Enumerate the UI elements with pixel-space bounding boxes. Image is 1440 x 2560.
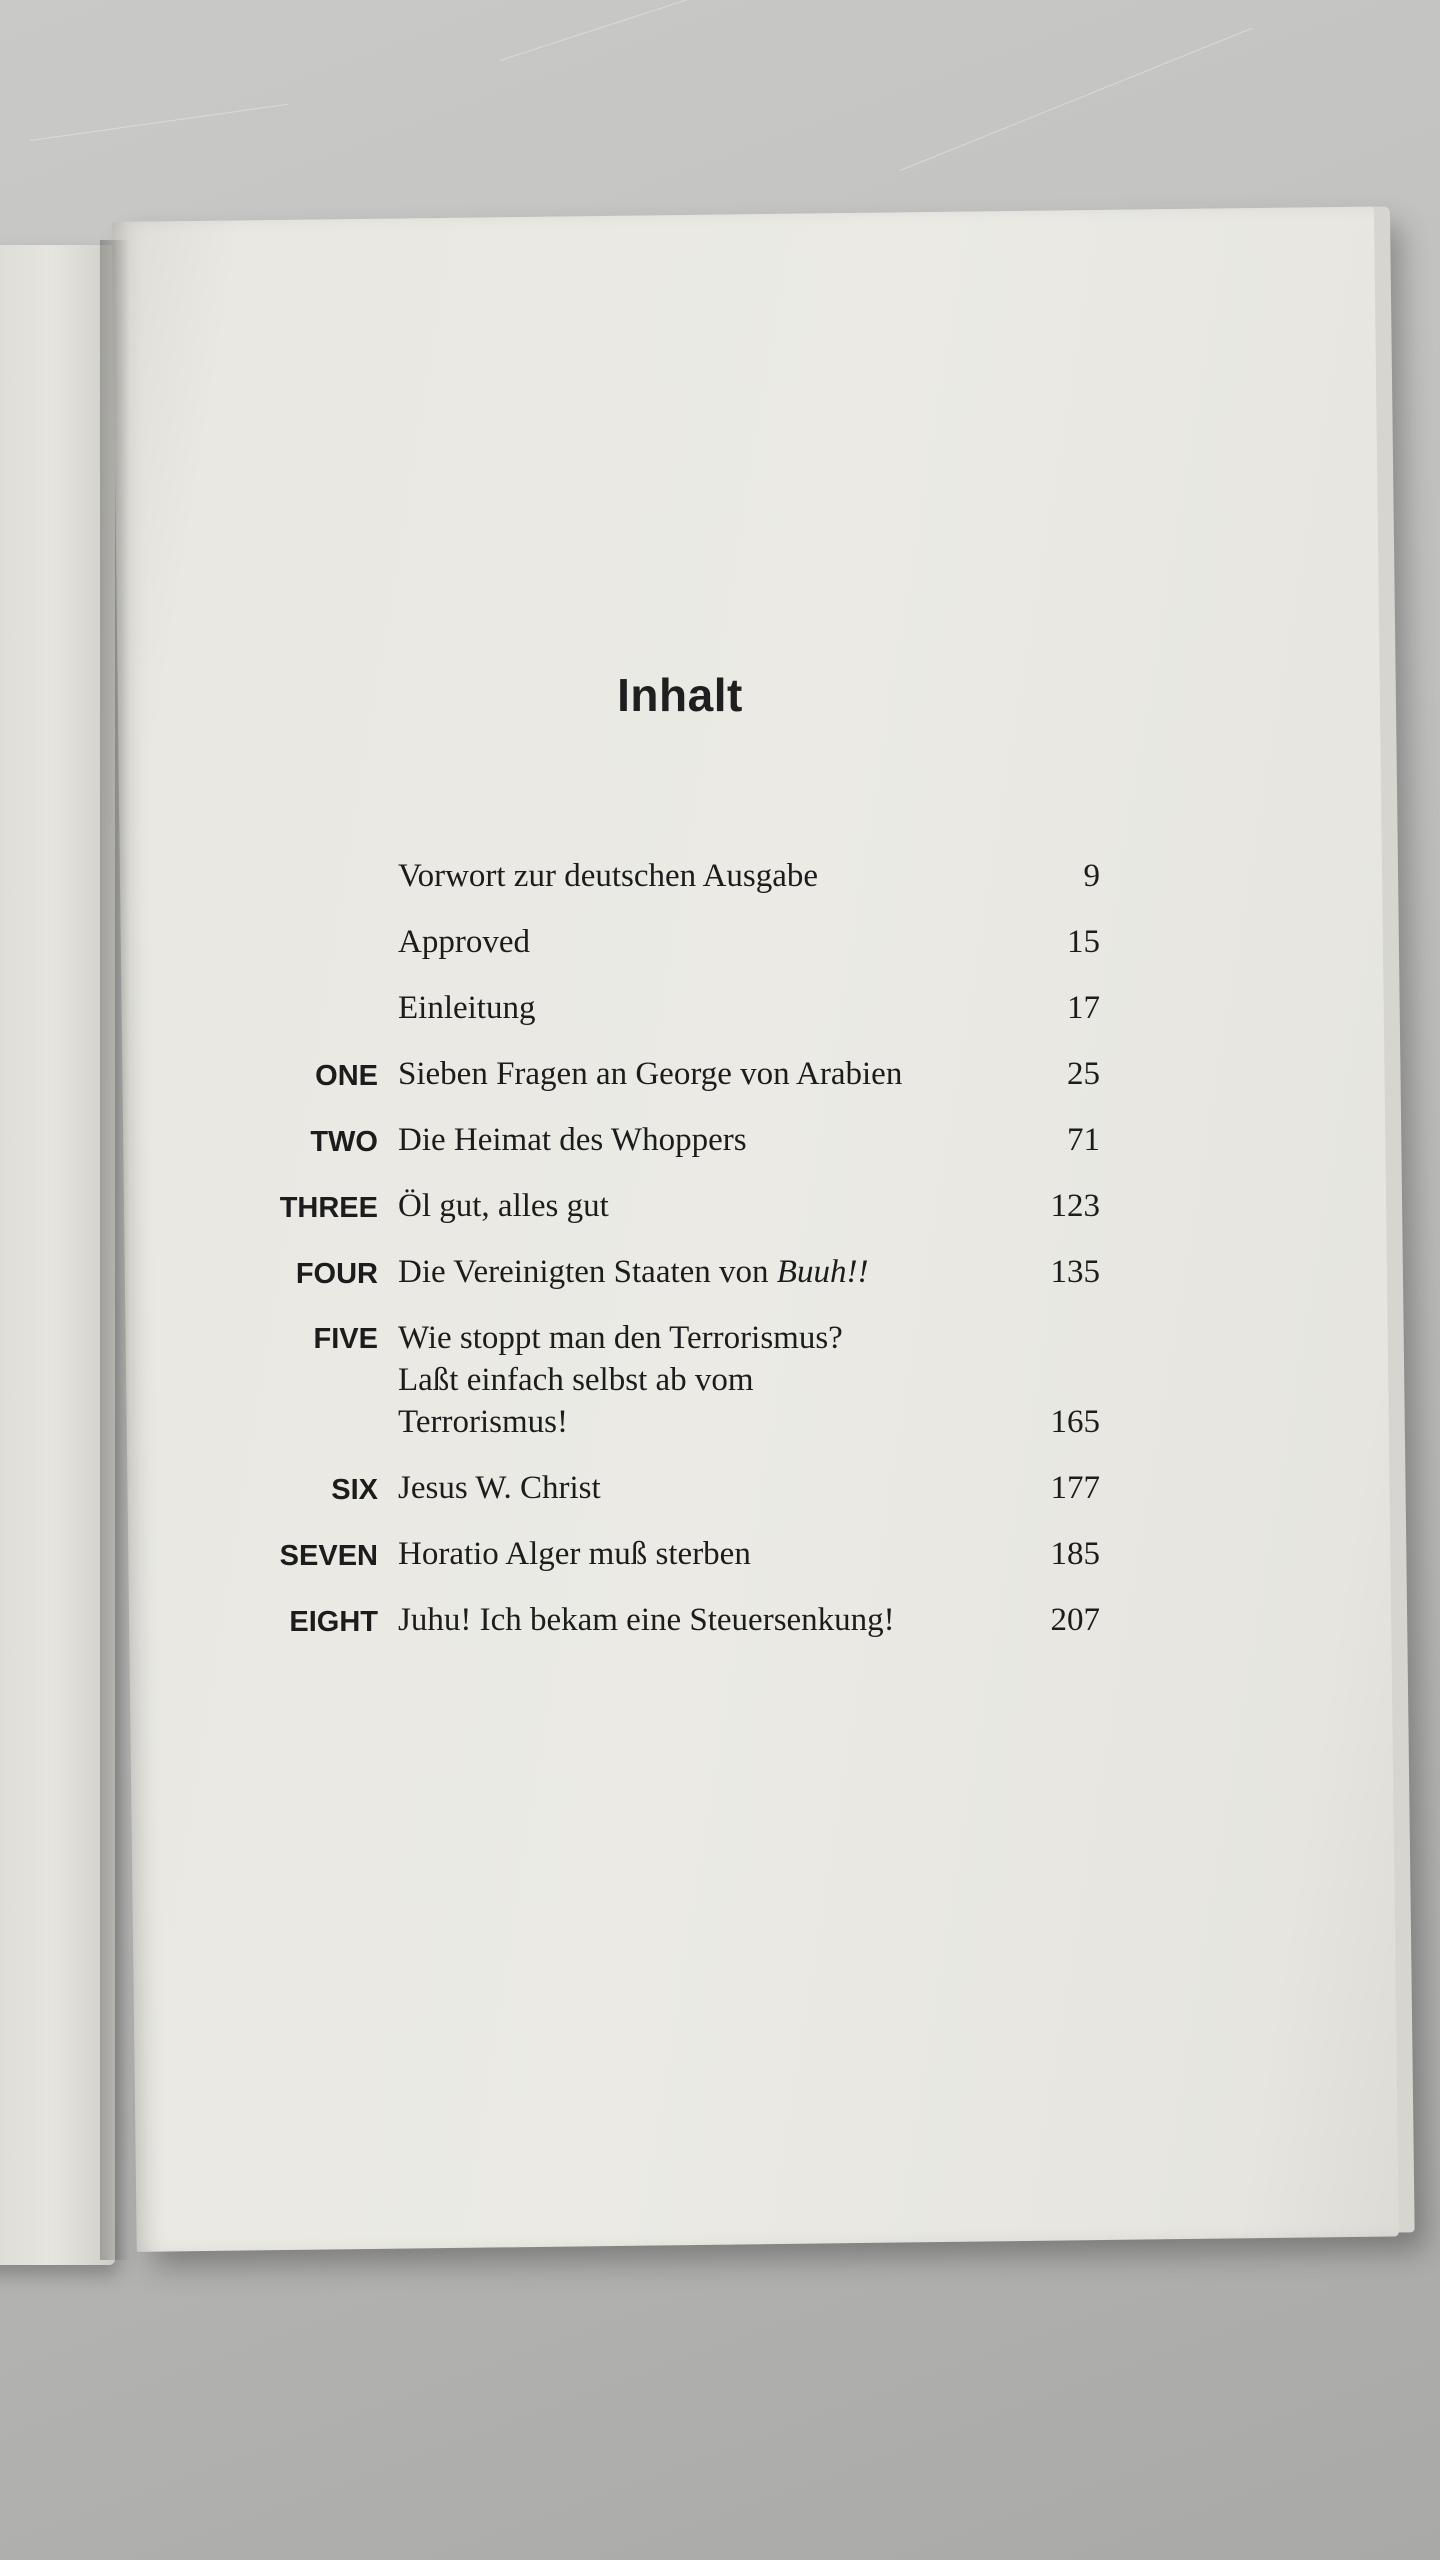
toc-entry — [250, 1317, 1110, 1443]
toc-entry — [250, 1251, 1110, 1293]
page-number: 17 — [1067, 990, 1100, 1026]
page-number: 25 — [1067, 1056, 1100, 1092]
chapter-label — [250, 1027, 398, 1029]
chapter-label: TWO — [310, 1126, 378, 1158]
toc-entry — [250, 1119, 1110, 1161]
chapter-title-line: Terrorismus! — [398, 1404, 568, 1440]
page-number: 123 — [1050, 1188, 1100, 1224]
chapter-title: Einleitung — [398, 990, 536, 1026]
page-number: 9 — [1083, 858, 1100, 894]
chapter-title: Die Heimat des Whoppers — [398, 1122, 747, 1158]
page-number: 165 — [1050, 1404, 1100, 1440]
chapter-label: FIVE — [313, 1323, 378, 1355]
toc-entry — [250, 1053, 1110, 1095]
chapter-label: SEVEN — [279, 1540, 378, 1572]
page-title: Inhalt — [617, 669, 743, 721]
page-number: 177 — [1050, 1470, 1100, 1506]
chapter-title: Approved — [398, 924, 530, 960]
chapter-title-line: Wie stoppt man den Terrorismus? — [398, 1320, 843, 1356]
chapter-label: EIGHT — [289, 1606, 378, 1638]
chapter-label: FOUR — [295, 1258, 378, 1290]
page-number: 185 — [1050, 1536, 1100, 1572]
toc-entry — [250, 1467, 1110, 1509]
chapter-title-line: Laßt einfach selbst ab vom — [398, 1362, 754, 1398]
toc-entry — [250, 987, 1110, 1029]
chapter-title: Juhu! Ich bekam eine Steuersenkung! — [398, 1602, 895, 1638]
page-number: 71 — [1067, 1122, 1100, 1158]
page-number: 207 — [1050, 1602, 1100, 1638]
chapter-label — [250, 895, 398, 897]
chapter-label: ONE — [315, 1060, 378, 1092]
chapter-title: Öl gut, alles gut — [398, 1188, 609, 1224]
chapter-title-italic: Buuh!! — [776, 1254, 869, 1290]
chapter-title — [398, 1251, 1018, 1293]
page-number: 15 — [1067, 924, 1100, 960]
toc-entry — [250, 855, 1110, 897]
toc-entry — [250, 1185, 1110, 1227]
chapter-title — [398, 1317, 1018, 1443]
chapter-title-roman: Die Vereinigten Staaten von — [398, 1254, 777, 1290]
chapter-label: SIX — [331, 1474, 378, 1506]
toc-entry — [250, 1599, 1110, 1641]
page-number: 135 — [1050, 1254, 1100, 1290]
chapter-title: Vorwort zur deutschen Ausgabe — [398, 858, 819, 894]
table-of-contents — [250, 855, 1110, 1641]
toc-entry — [250, 1533, 1110, 1575]
chapter-title: Horatio Alger muß sterben — [398, 1536, 751, 1572]
chapter-label: THREE — [279, 1192, 378, 1224]
chapter-title: Jesus W. Christ — [398, 1470, 601, 1506]
chapter-title: Sieben Fragen an George von Arabien — [398, 1056, 903, 1092]
toc-entry — [250, 921, 1110, 963]
chapter-label — [250, 961, 398, 963]
